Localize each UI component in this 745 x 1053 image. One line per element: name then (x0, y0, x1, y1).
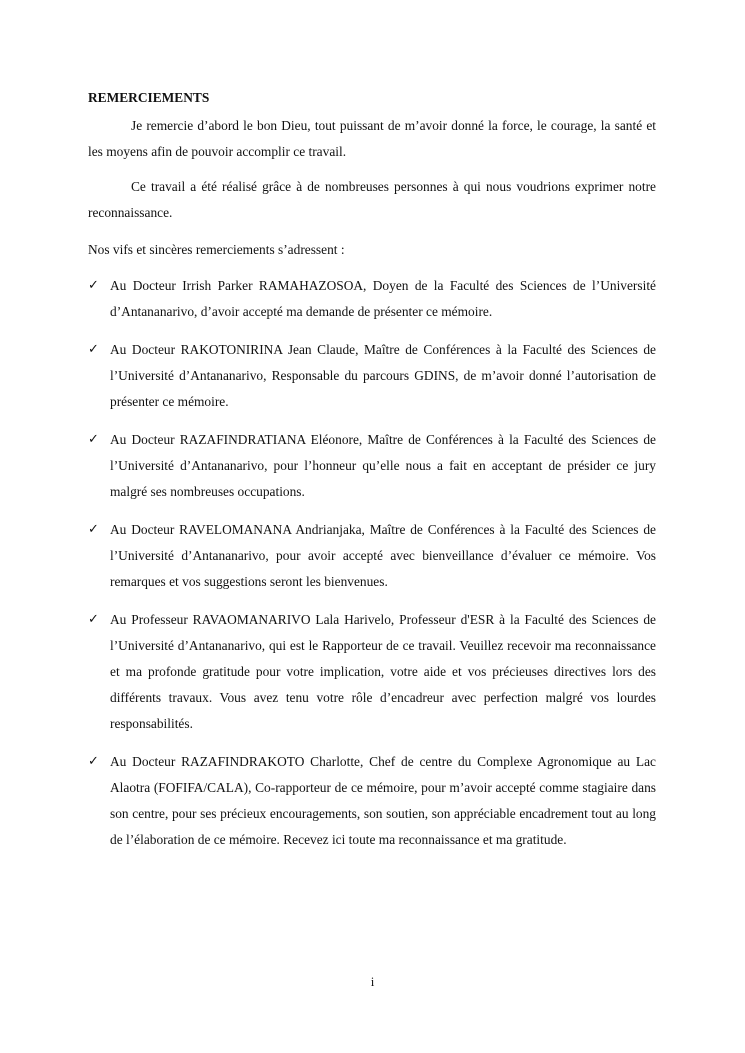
lead-sentence: Nos vifs et sincères remerciements s’adressent : (88, 242, 345, 257)
acknowledgement-item (88, 749, 656, 853)
acknowledgement-text: Au Docteur RAZAFINDRAKOTO Charlotte, Chef de centre du Complexe Agronomique au Lac Alaotra (FOFIFA/CALA), Co-rapporteur de ce mémoire, pour m’avoir accepté comme stagiaire dans son centre, pour ses précieux encouragements, son soutien, son appréciable encadrement tout au long de l’élaboration de ce mémoire. Recevez ici toute ma reconnaissance et ma gratitude. (110, 754, 656, 847)
document-page (88, 88, 656, 865)
page-number: i (370, 974, 375, 989)
intro-paragraph: Je remercie d’abord le bon Dieu, tout puissant de m’avoir donné la force, le courage, la santé et les moyens afin de pouvoir accomplir ce travail. (88, 118, 656, 159)
checkmark-icon: ✓ (88, 612, 99, 627)
acknowledgements-list (88, 273, 656, 853)
acknowledgement-item (88, 337, 656, 415)
acknowledgement-text: Au Docteur RAZAFINDRATIANA Eléonore, Maître de Conférences à la Faculté des Sciences de l’Université d’Antananarivo, pour l’honneur qu’elle nous a fait en acceptant de présider ce jury malgré ses nombreuses occupations. (110, 432, 656, 499)
acknowledgement-item (88, 273, 656, 325)
checkmark-icon: ✓ (88, 342, 99, 357)
checkmark-icon: ✓ (88, 754, 99, 769)
intro-paragraph: Ce travail a été réalisé grâce à de nombreuses personnes à qui nous voudrions exprimer notre reconnaissance. (88, 179, 656, 220)
acknowledgement-text: Au Professeur RAVAOMANARIVO Lala Harivelo, Professeur d'ESR à la Faculté des Sciences de l’Université d’Antananarivo, qui est le Rapporteur de ce travail. Veuillez recevoir ma reconnaissance et ma profonde gratitude pour votre implication, votre aide et vos précieuses directives lors des différents travaux. Vous avez tenu votre rôle d’encadreur avec perfection malgré vos lourdes responsabilités. (110, 612, 656, 731)
acknowledgement-text: Au Docteur RAVELOMANANA Andrianjaka, Maître de Conférences à la Faculté des Sciences de l’Université d’Antananarivo, pour avoir accepté avec bienveillance d’évaluer ce mémoire. Vos remarques et vos suggestions seront les bienvenues. (110, 522, 656, 589)
checkmark-icon: ✓ (88, 522, 99, 537)
section-heading: REMERCIEMENTS (88, 90, 210, 105)
checkmark-icon: ✓ (88, 278, 99, 293)
acknowledgement-item (88, 607, 656, 737)
acknowledgement-item (88, 427, 656, 505)
acknowledgement-text: Au Docteur RAKOTONIRINA Jean Claude, Maître de Conférences à la Faculté des Sciences de l’Université d’Antananarivo, Responsable du parcours GDINS, de m’avoir donné l’autorisation de présenter ce mémoire. (110, 342, 656, 409)
acknowledgement-item (88, 517, 656, 595)
acknowledgement-text: Au Docteur Irrish Parker RAMAHAZOSOA, Doyen de la Faculté des Sciences de l’Université d’Antananarivo, d’avoir accepté ma demande de présenter ce mémoire. (110, 278, 656, 319)
checkmark-icon: ✓ (88, 432, 99, 447)
